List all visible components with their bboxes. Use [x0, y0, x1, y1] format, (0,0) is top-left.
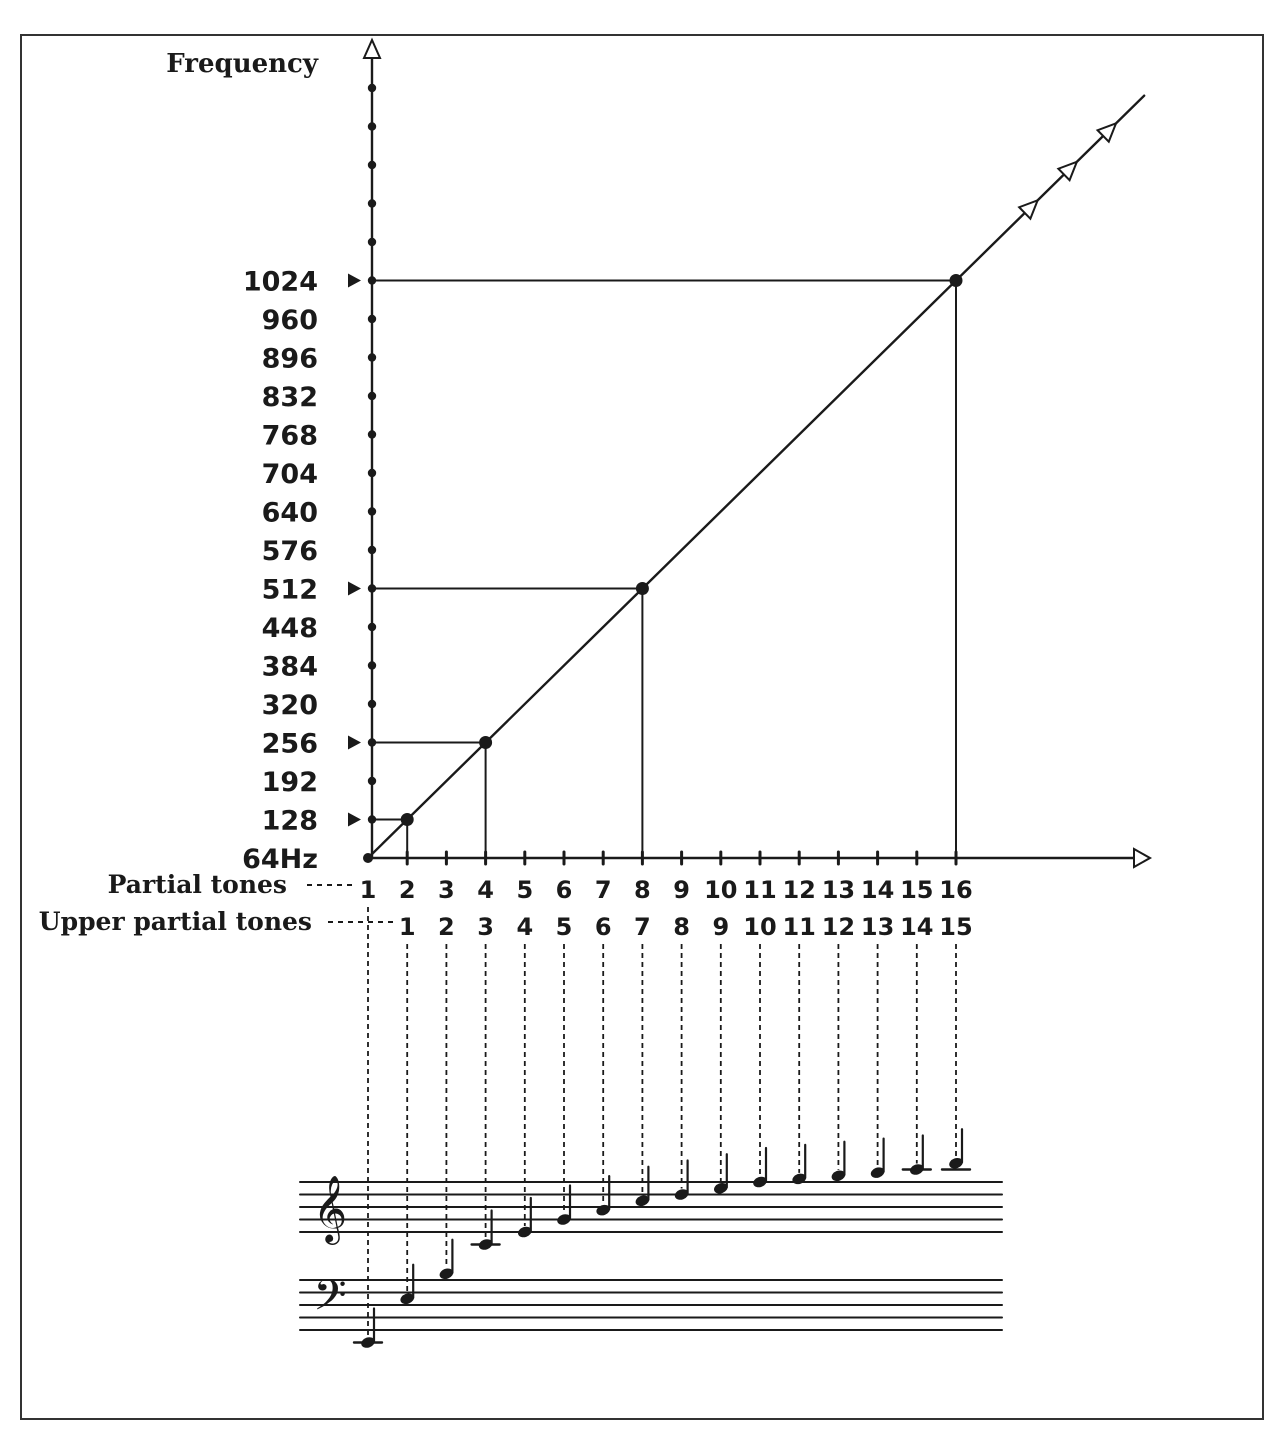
upper-partial-tone-number: 7: [634, 913, 651, 941]
y-axis-dot: [368, 430, 376, 438]
upper-partial-tone-number: 1: [398, 913, 416, 941]
y-tick-label: 192: [261, 767, 318, 798]
partial-tone-number: 15: [900, 876, 934, 904]
partial-tone-number: 11: [743, 876, 777, 904]
y-tick-label: 128: [261, 805, 318, 837]
y-axis-dot: [368, 738, 376, 746]
upper-partial-tone-number: 12: [821, 913, 856, 941]
partial-tone-number: 14: [860, 876, 895, 904]
y-axis-dot: [368, 84, 376, 92]
octave-data-point: [950, 274, 963, 287]
y-tick-label: 576: [261, 536, 318, 567]
upper-partial-tone-number: 8: [673, 913, 690, 941]
partial-tone-number: 5: [516, 876, 534, 904]
y-axis-dot: [368, 700, 376, 708]
treble-clef-icon: 𝄞: [312, 1174, 348, 1242]
y-axis-dot: [368, 546, 376, 554]
origin-data-point: [363, 853, 373, 863]
upper-partial-tone-number: 9: [712, 913, 730, 941]
y-axis-dot: [368, 315, 376, 323]
y-axis-dot: [368, 353, 376, 361]
octave-data-point: [401, 813, 414, 826]
octave-data-point: [636, 582, 649, 595]
partial-tone-number: 3: [438, 876, 455, 904]
partial-tone-number: 12: [782, 876, 816, 904]
partial-tone-number: 10: [704, 876, 738, 904]
y-tick-label: 512: [261, 574, 318, 606]
upper-partial-tone-number: 14: [900, 913, 934, 941]
partial-tone-number: 8: [634, 876, 651, 904]
y-axis-dot: [368, 777, 376, 785]
upper-partial-tone-number: 5: [555, 913, 573, 941]
y-axis-dot: [368, 238, 376, 246]
partial-tone-number: 16: [939, 876, 973, 904]
y-tick-label: 320: [261, 690, 318, 721]
upper-partial-tone-number: 13: [860, 913, 895, 941]
partial-tone-number: 4: [477, 876, 494, 904]
y-tick-label: 832: [261, 382, 318, 413]
octave-pointer: [348, 274, 361, 288]
y-axis-dot: [368, 507, 376, 515]
partial-tone-number: 6: [555, 876, 573, 904]
partial-tone-number: 1: [359, 876, 377, 904]
y-tick-label: 768: [261, 420, 318, 452]
upper-partial-tone-number: 15: [939, 913, 973, 941]
upper-partial-tone-number: 11: [782, 913, 816, 941]
y-tick-label: 704: [261, 459, 318, 490]
partial-tone-number: 9: [673, 876, 690, 904]
y-axis-dot: [368, 161, 376, 169]
y-axis-dot: [368, 661, 376, 669]
y-tick-label: 448: [261, 613, 318, 644]
upper-partial-tone-number: 2: [438, 913, 455, 941]
y-axis-dot: [368, 815, 376, 823]
y-axis-arrowhead: [364, 40, 380, 58]
y-tick-label: 896: [261, 343, 318, 375]
upper-partial-tone-number: 3: [477, 913, 494, 941]
partial-tone-number: 13: [821, 876, 856, 904]
y-axis-dot: [368, 276, 376, 284]
y-axis-dot: [368, 392, 376, 400]
upper-partial-tone-number: 6: [594, 913, 612, 941]
y-tick-label: 640: [261, 497, 318, 529]
upper-partial-tone-number: 10: [743, 913, 777, 941]
octave-data-point: [479, 736, 492, 749]
octave-pointer: [348, 736, 361, 750]
x-axis-arrowhead: [1134, 849, 1150, 867]
y-axis-title: Frequency: [166, 49, 318, 79]
y-axis-dot: [368, 584, 376, 592]
octave-pointer: [348, 582, 361, 596]
y-axis-dot: [368, 469, 376, 477]
partial-tones-label: Partial tones: [107, 870, 287, 899]
bass-clef-icon: 𝄢: [313, 1271, 347, 1331]
upper-partial-tone-number: 4: [516, 913, 534, 941]
y-axis-dot: [368, 199, 376, 207]
partial-tone-number: 2: [398, 876, 416, 904]
partial-tone-number: 7: [594, 876, 612, 904]
octave-pointer: [348, 813, 361, 827]
y-tick-label: 64Hz: [242, 844, 318, 875]
y-axis-dot: [368, 623, 376, 631]
y-axis-dot: [368, 122, 376, 130]
y-tick-label: 384: [261, 651, 318, 683]
y-tick-label: 256: [261, 728, 318, 760]
upper-partial-tones-label: Upper partial tones: [38, 907, 312, 936]
y-tick-label: 1024: [242, 266, 318, 298]
y-tick-label: 960: [261, 305, 318, 336]
